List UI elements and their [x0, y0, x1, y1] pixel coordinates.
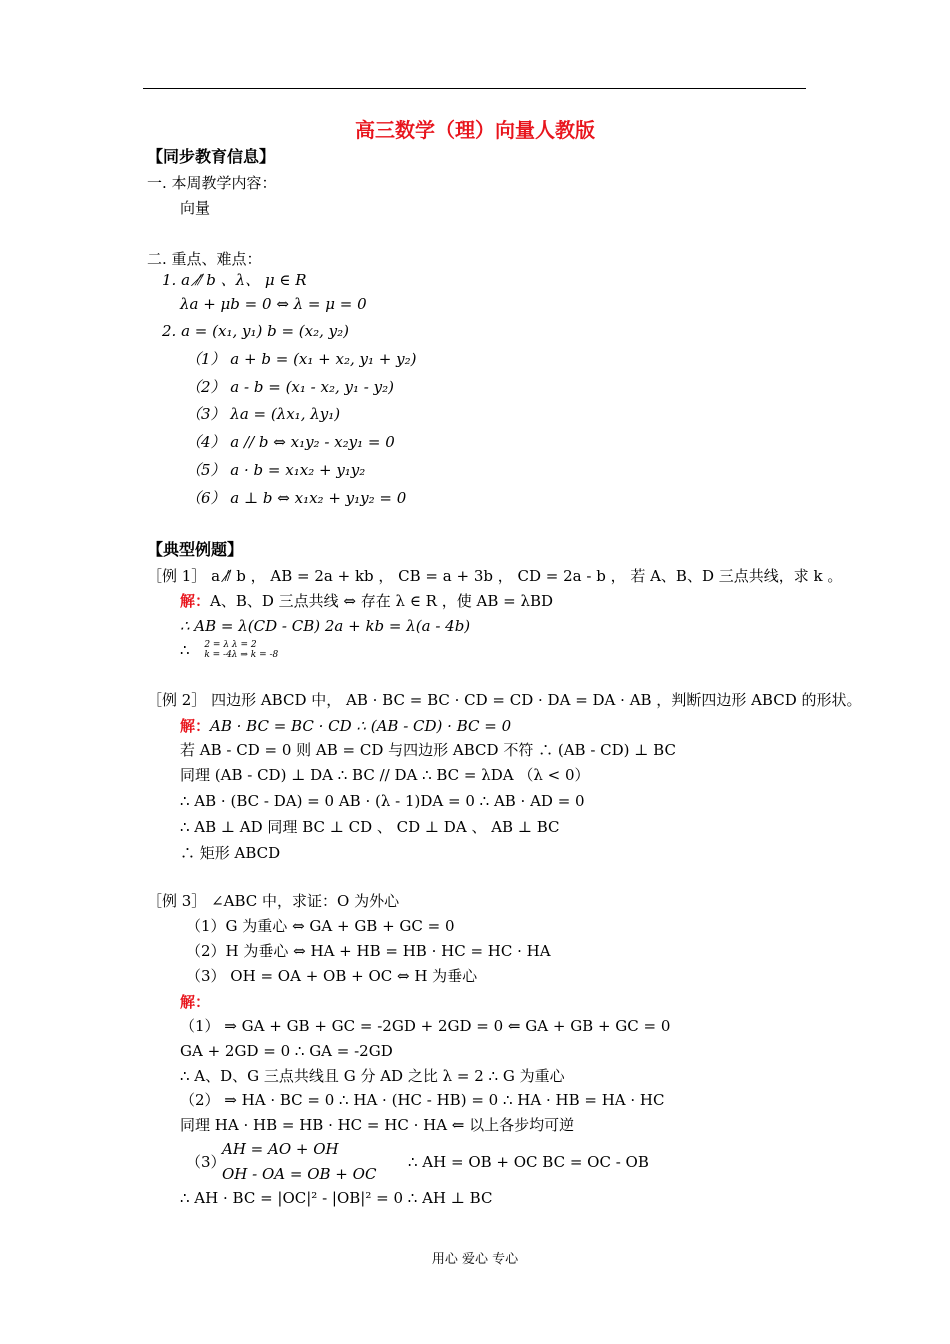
example-3-claim-3: （3） OH = OA + OB + OC ⇔ H 为垂心	[186, 967, 478, 985]
solution-label: 解：	[180, 592, 211, 610]
formula-dot: （5） a · b = x₁x₂ + y₁y₂	[186, 461, 366, 479]
example-2-solution-5: ∴ AB ⊥ AD 同理 BC ⊥ CD 、 CD ⊥ DA 、 AB ⊥ BC	[180, 818, 560, 836]
formula-parallel: （4） a // b ⇔ x₁y₂ - x₂y₁ = 0	[186, 433, 395, 451]
key-point-1: 1. a ⫽̸ b 、λ、 μ ∈ R	[162, 271, 307, 289]
section-sync-info: 【同步教育信息】	[147, 147, 276, 166]
formula-subtract: （2） a - b = (x₁ - x₂, y₁ - y₂)	[186, 378, 394, 396]
example-3-solution-4: （2） ⇒ HA · BC = 0 ∴ HA · (HC - HB) = 0 ∴ HA · HB = HA · HC	[180, 1091, 665, 1109]
example-1-solution-3: ∴ 2 = λ λ = 2 k = -4λ ⇒ k = -8	[180, 640, 279, 660]
key-point-2: 2. a = (x₁, y₁) b = (x₂, y₂)	[162, 322, 350, 340]
formula-perpendicular: （6） a ⊥ b ⇔ x₁x₂ + y₁y₂ = 0	[186, 489, 407, 507]
document-title: 高三数学（理）向量人教版	[355, 118, 595, 142]
example-3-solution-6c: ∴ AH = OB + OC BC = OC - OB	[408, 1153, 649, 1171]
key-point-1-condition: λa + μb = 0 ⇔ λ = μ = 0	[180, 295, 367, 313]
example-3-solution-5: 同理 HA · HB = HB · HC = HC · HA ⇐ 以上各步均可逆	[180, 1116, 575, 1134]
example-3-solution-6b: OH - OA = OB + OC	[222, 1165, 377, 1183]
example-2-solution-6: ∴ 矩形 ABCD	[180, 844, 281, 862]
example-3-claim-2: （2）H 为垂心 ⇔ HA + HB = HB · HC = HC · HA	[186, 942, 551, 960]
example-3-solution-7: ∴ AH · BC = |OC|² - |OB|² = 0 ∴ AH ⊥ BC	[180, 1189, 493, 1207]
example-2-solution-3: 同理 (AB - CD) ⊥ DA ∴ BC // DA ∴ BC = λDA （λ < 0）	[180, 766, 590, 784]
example-2: ［例 2］ 四边形 ABCD 中， AB · BC = BC · CD = CD · DA = DA · AB ，判断四边形 ABCD 的形状。	[147, 691, 862, 709]
example-3-solution-6-label: （3）	[186, 1153, 226, 1171]
example-3-solution-6a: AH = AO + OH	[222, 1140, 339, 1158]
key-points-heading: 二. 重点、难点：	[147, 250, 262, 268]
solution-label: 解：	[180, 717, 211, 735]
example-3-solution-2: GA + 2GD = 0 ∴ GA = -2GD	[180, 1042, 393, 1060]
example-1: ［例 1］ a ⫽̸ b ， AB = 2a + kb ， CB = a + 3b ， CD = 2a - b ， 若 A、B、D 三点共线，求 k 。	[147, 567, 843, 585]
example-3-solution-label: 解：	[180, 993, 211, 1011]
example-3-claim-1: （1）G 为重心 ⇔ GA + GB + GC = 0	[186, 917, 455, 935]
example-1-solution-2: ∴ AB = λ(CD - CB) 2a + kb = λ(a - 4b)	[180, 617, 471, 635]
example-3-solution-3: ∴ A、D、G 三点共线且 G 分 AD 之比 λ = 2 ∴ G 为重心	[180, 1067, 565, 1085]
weekly-content-heading: 一. 本周教学内容：	[147, 174, 277, 192]
example-3-solution-1: （1） ⇒ GA + GB + GC = -2GD + 2GD = 0 ⇐ GA + GB + GC = 0	[180, 1017, 671, 1035]
formula-add: （1） a + b = (x₁ + x₂, y₁ + y₂)	[186, 350, 417, 368]
example-2-solution-4: ∴ AB · (BC - DA) = 0 AB · (λ - 1)DA = 0 ∴ AB · AD = 0	[180, 792, 585, 810]
example-1-solution-1: 解：A、B、D 三点共线 ⇔ 存在 λ ∈ R ，使 AB = λBD	[180, 592, 554, 610]
example-3: ［例 3］ ∠ABC 中，求证：O 为外心	[147, 892, 400, 910]
section-examples: 【典型例题】	[147, 540, 244, 559]
example-2-solution-1: 解：AB · BC = BC · CD ∴ (AB - CD) · BC = 0	[180, 717, 512, 735]
example-2-solution-2: 若 AB - CD = 0 则 AB = CD 与四边形 ABCD 不符 ∴ (AB - CD) ⊥ BC	[180, 741, 676, 759]
weekly-topic: 向量	[180, 199, 211, 217]
header-rule	[143, 88, 806, 89]
formula-scalar: （3） λa = (λx₁, λy₁)	[186, 405, 341, 423]
page-footer: 用心 爱心 专心	[431, 1252, 519, 1267]
